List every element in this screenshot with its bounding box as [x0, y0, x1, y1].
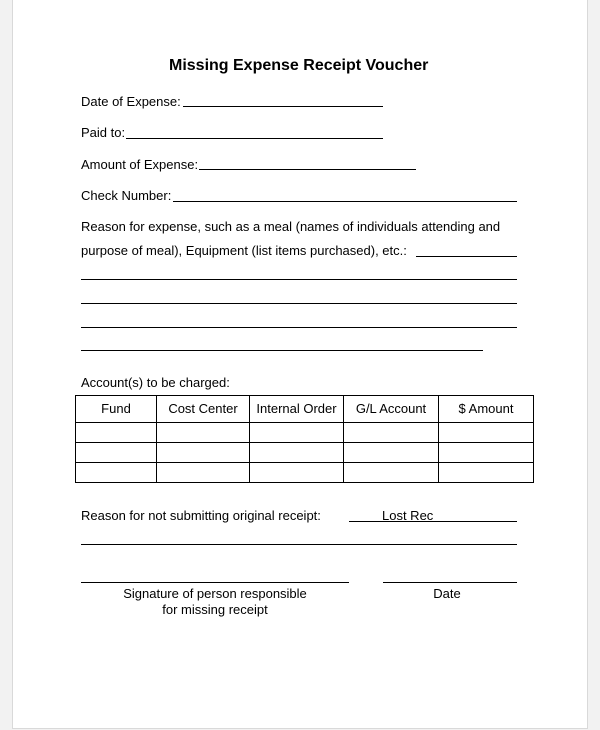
table-cell[interactable]: [344, 443, 439, 463]
signature-label: [81, 586, 349, 618]
check-number-field[interactable]: [173, 201, 517, 202]
date-of-expense-label: Date of Expense:: [81, 94, 181, 109]
voucher-page: [12, 0, 588, 729]
column-header-amount: $ Amount: [439, 396, 534, 423]
check-number-label: Check Number:: [81, 188, 172, 203]
table-cell[interactable]: [439, 463, 534, 483]
reason-for-expense-line-3[interactable]: [81, 303, 517, 304]
accounts-label: Account(s) to be charged:: [81, 375, 230, 390]
paid-to-label: Paid to:: [81, 125, 126, 140]
accounts-header-row: [76, 396, 534, 423]
column-header-internal-order: Internal Order: [250, 396, 344, 423]
table-cell[interactable]: [439, 443, 534, 463]
column-header-cost-center: Cost Center: [157, 396, 250, 423]
not-submitting-label: Reason for not submitting original receipt:: [81, 508, 321, 523]
reason-for-expense-line-5[interactable]: [81, 350, 483, 351]
not-submitting-line-2[interactable]: [81, 544, 517, 545]
column-header-gl-account: G/L Account: [344, 396, 439, 423]
signature-field[interactable]: [81, 582, 349, 583]
table-cell[interactable]: [157, 443, 250, 463]
table-row: [76, 423, 534, 443]
reason-for-expense-label-cont: purpose of meal), Equipment (list items purchased), etc.:: [81, 243, 407, 258]
table-cell[interactable]: [344, 423, 439, 443]
table-cell[interactable]: [76, 463, 157, 483]
amount-of-expense-field[interactable]: [199, 169, 416, 170]
reason-for-expense-line-2[interactable]: [81, 279, 517, 280]
signature-date-field[interactable]: [383, 582, 517, 583]
reason-for-expense-line-4[interactable]: [81, 327, 517, 328]
table-cell[interactable]: [439, 423, 534, 443]
signature-label-line-2: for missing receipt: [162, 602, 268, 617]
not-submitting-value: Lost Rec: [382, 508, 434, 523]
table-cell[interactable]: [344, 463, 439, 483]
date-label: Date: [433, 586, 461, 601]
table-cell[interactable]: [157, 423, 250, 443]
reason-for-expense-label: Reason for expense, such as a meal (names of individuals attending and: [81, 219, 501, 234]
table-cell[interactable]: [157, 463, 250, 483]
page-title: Missing Expense Receipt Voucher: [169, 57, 429, 74]
paid-to-field[interactable]: [126, 138, 383, 139]
signature-label-line-1: Signature of person responsible: [123, 586, 307, 601]
table-cell[interactable]: [250, 443, 344, 463]
table-row: [76, 443, 534, 463]
table-row: [76, 463, 534, 483]
reason-for-expense-field[interactable]: [416, 256, 517, 257]
table-cell[interactable]: [76, 443, 157, 463]
accounts-table: [75, 395, 534, 483]
table-cell[interactable]: [76, 423, 157, 443]
amount-of-expense-label: Amount of Expense:: [81, 157, 199, 172]
table-cell[interactable]: [250, 463, 344, 483]
table-cell[interactable]: [250, 423, 344, 443]
date-of-expense-field[interactable]: [183, 106, 383, 107]
column-header-fund: Fund: [76, 396, 157, 423]
